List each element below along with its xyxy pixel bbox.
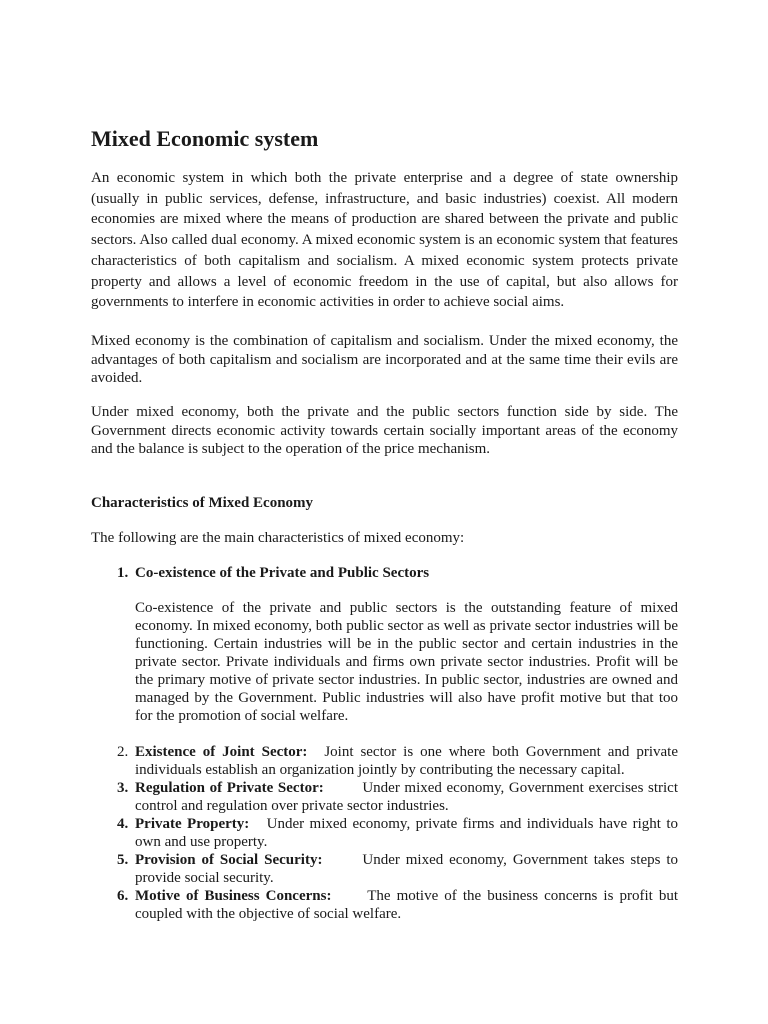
item-number: 2. [117, 744, 129, 760]
item-text: The motive of the business concerns is profit but coupled with the objective of social welfare. [135, 888, 678, 922]
item-text: Under mixed economy, Government exercises strict control and regulation over private sector industries. [135, 780, 678, 814]
item-number: 4. [117, 816, 129, 832]
document-title: Mixed Economic system [91, 126, 319, 151]
item-title: Private Property: [135, 816, 250, 832]
item-number: 6. [117, 888, 129, 904]
section-intro: The following are the main characteristics of mixed economy: [91, 530, 465, 546]
section-heading: Characteristics of Mixed Economy [91, 495, 314, 511]
item-text: Under mixed economy, private firms and individuals have right to own and use property. [135, 816, 678, 850]
item-1-description: Co-existence of the private and public sectors is the outstanding feature of mixed economy. In mixed economy, both public sector as well as private sector industries will be functioning. Certain industries will be in the public sector and certain industries in the private sector. Private individuals and firms own private sector industries. Profit will be the primary motive of private sector industries. In public sector, industries are owned and managed by the Government. Public industries will also have profit motive but that too for the promotion of social welfare. [135, 600, 678, 724]
item-title: Motive of Business Concerns: [135, 888, 332, 904]
list-item-1 [117, 564, 678, 582]
item-title: Co-existence of the Private and Public Sectors [135, 565, 430, 581]
paragraph-combination: Mixed economy is the combination of capitalism and socialism. Under the mixed economy, the advantages of both capitalism and socialism are incorporated and at the same time their evils are avoided. [91, 333, 678, 386]
list-item-3 [117, 779, 678, 815]
item-text: Under mixed economy, Government takes steps to provide social security. [135, 852, 679, 886]
item-text: Joint sector is one where both Government and private individuals establish an organization jointly by contributing the necessary capital. [135, 744, 678, 778]
item-title: Regulation of Private Sector: [135, 780, 324, 796]
list-item-5 [117, 851, 679, 887]
item-title: Provision of Social Security: [135, 852, 323, 868]
item-title: Existence of Joint Sector: [135, 744, 308, 760]
paragraph-sectors: Under mixed economy, both the private and the public sectors function side by side. The Government directs economic activity towards certain socially important areas of the economy and the balance is subject to the operation of the price mechanism. [91, 404, 678, 457]
item-number: 1. [117, 565, 129, 581]
list-item-4 [117, 815, 678, 851]
paragraph-definition: An economic system in which both the private enterprise and a degree of state ownership (usually in public services, defense, infrastructure, and basic industries) coexist. All modern economies are mixed where the means of production are shared between the private and public sectors. Also called dual economy. A mixed economic system is an economic system that features characteristics of both capitalism and socialism. A mixed economic system protects private property and allows a level of economic freedom in the use of capital, but also allows for governments to interfere in economic activities in order to achieve social aims. [91, 170, 678, 311]
item-number: 3. [117, 780, 129, 796]
list-item-2 [117, 743, 678, 779]
list-item-6 [117, 887, 678, 923]
item-number: 5. [117, 852, 129, 868]
